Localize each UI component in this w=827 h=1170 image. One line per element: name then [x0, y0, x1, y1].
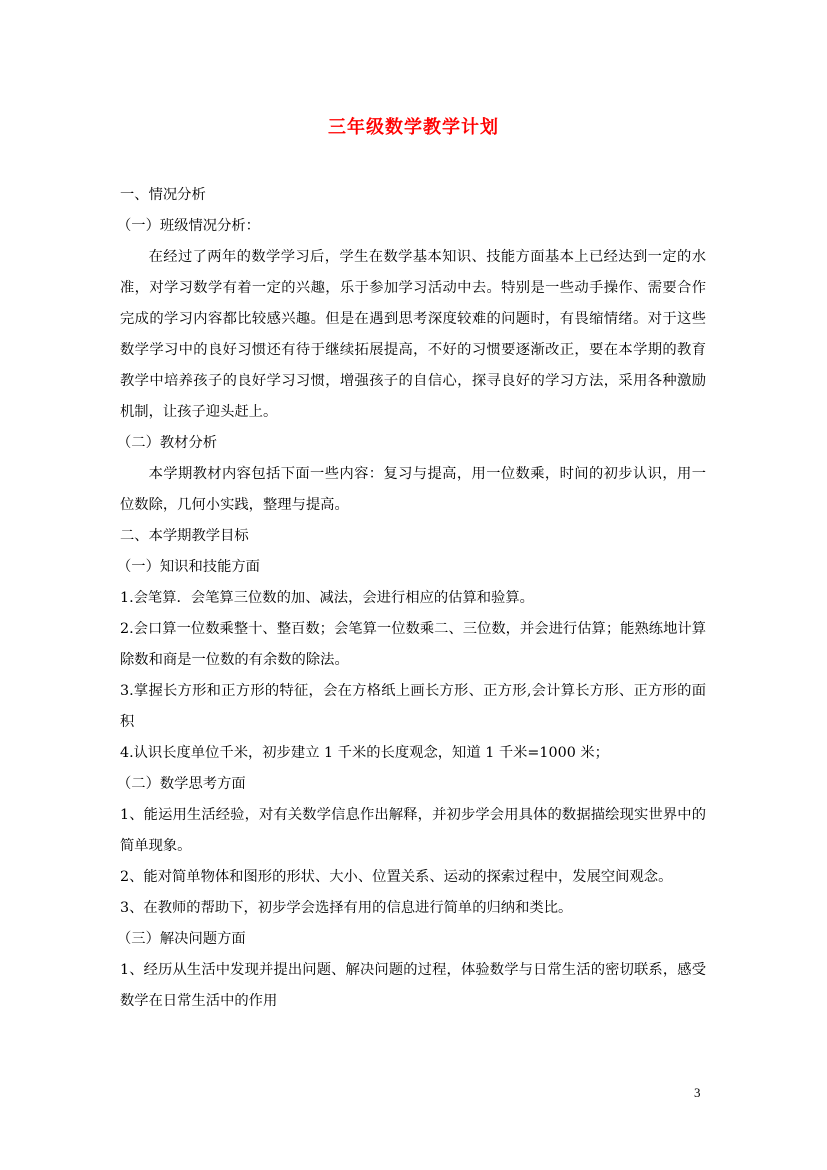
list-item: 2.会口算一位数乘整十、整百数；会笔算一位数乘二、三位数，并会进行估算；能熟练地计算除数和商是一位数的有余数的除法。 — [120, 621, 706, 668]
document-body — [117, 180, 706, 1017]
list-item: 1、经历从生活中发现并提出问题、解决问题的过程，体验数学与日常生活的密切联系，感受数学在日常生活中的作用 — [120, 962, 706, 1009]
list-item: 2、能对简单物体和图形的形状、大小、位置关系、运动的探索过程中，发展空间观念。 — [120, 869, 673, 885]
section-heading: 二、本学期教学目标 — [120, 528, 249, 544]
section-heading: 一、情况分析 — [120, 187, 206, 203]
subsection-heading: （一）知识和技能方面 — [117, 559, 260, 575]
document-title: 三年级数学教学计划 — [328, 117, 499, 138]
subsection-heading: （二）数学思考方面 — [117, 776, 246, 792]
list-item: 3.掌握长方形和正方形的特征，会在方格纸上画长方形、正方形,会计算长方形、正方形的面积 — [120, 683, 706, 730]
subsection-heading: （一）班级情况分析： — [117, 218, 260, 234]
body-paragraph: 本学期教材内容包括下面一些内容：复习与提高，用一位数乘，时间的初步认识，用一位数除，几何小实践，整理与提高。 — [120, 466, 706, 513]
list-item: 1、能运用生活经验，对有关数学信息作出解释，并初步学会用具体的数据描绘现实世界中的简单现象。 — [120, 807, 706, 854]
body-paragraph: 在经过了两年的数学学习后，学生在数学基本知识、技能方面基本上已经达到一定的水准，对学习数学有着一定的兴趣，乐于参加学习活动中去。特别是一些动手操作、需要合作完成的学习内容都比较感兴趣。但是在遇到思考深度较难的问题时，有畏缩情绪。对于这些数学学习中的良好习惯还有待于继续拓展提高，不好的习惯要逐渐改正，要在本学期的教育教学中培养孩子的良好学习习惯，增强孩子的自信心，探寻良好的学习方法，采用各种激励机制，让孩子迎头赶上。 — [120, 249, 706, 420]
subsection-heading: （三）解决问题方面 — [117, 931, 246, 947]
list-item: 3、在教师的帮助下，初步学会选择有用的信息进行简单的归纳和类比。 — [120, 900, 573, 916]
list-item: 4.认识长度单位千米，初步建立 1 千米的长度观念，知道 1 千米=1000 米； — [120, 745, 609, 761]
page-number: 3 — [694, 1085, 701, 1100]
subsection-heading: （二）教材分析 — [117, 435, 218, 451]
list-item: 1.会笔算．会笔算三位数的加、减法，会进行相应的估算和验算。 — [120, 590, 534, 606]
